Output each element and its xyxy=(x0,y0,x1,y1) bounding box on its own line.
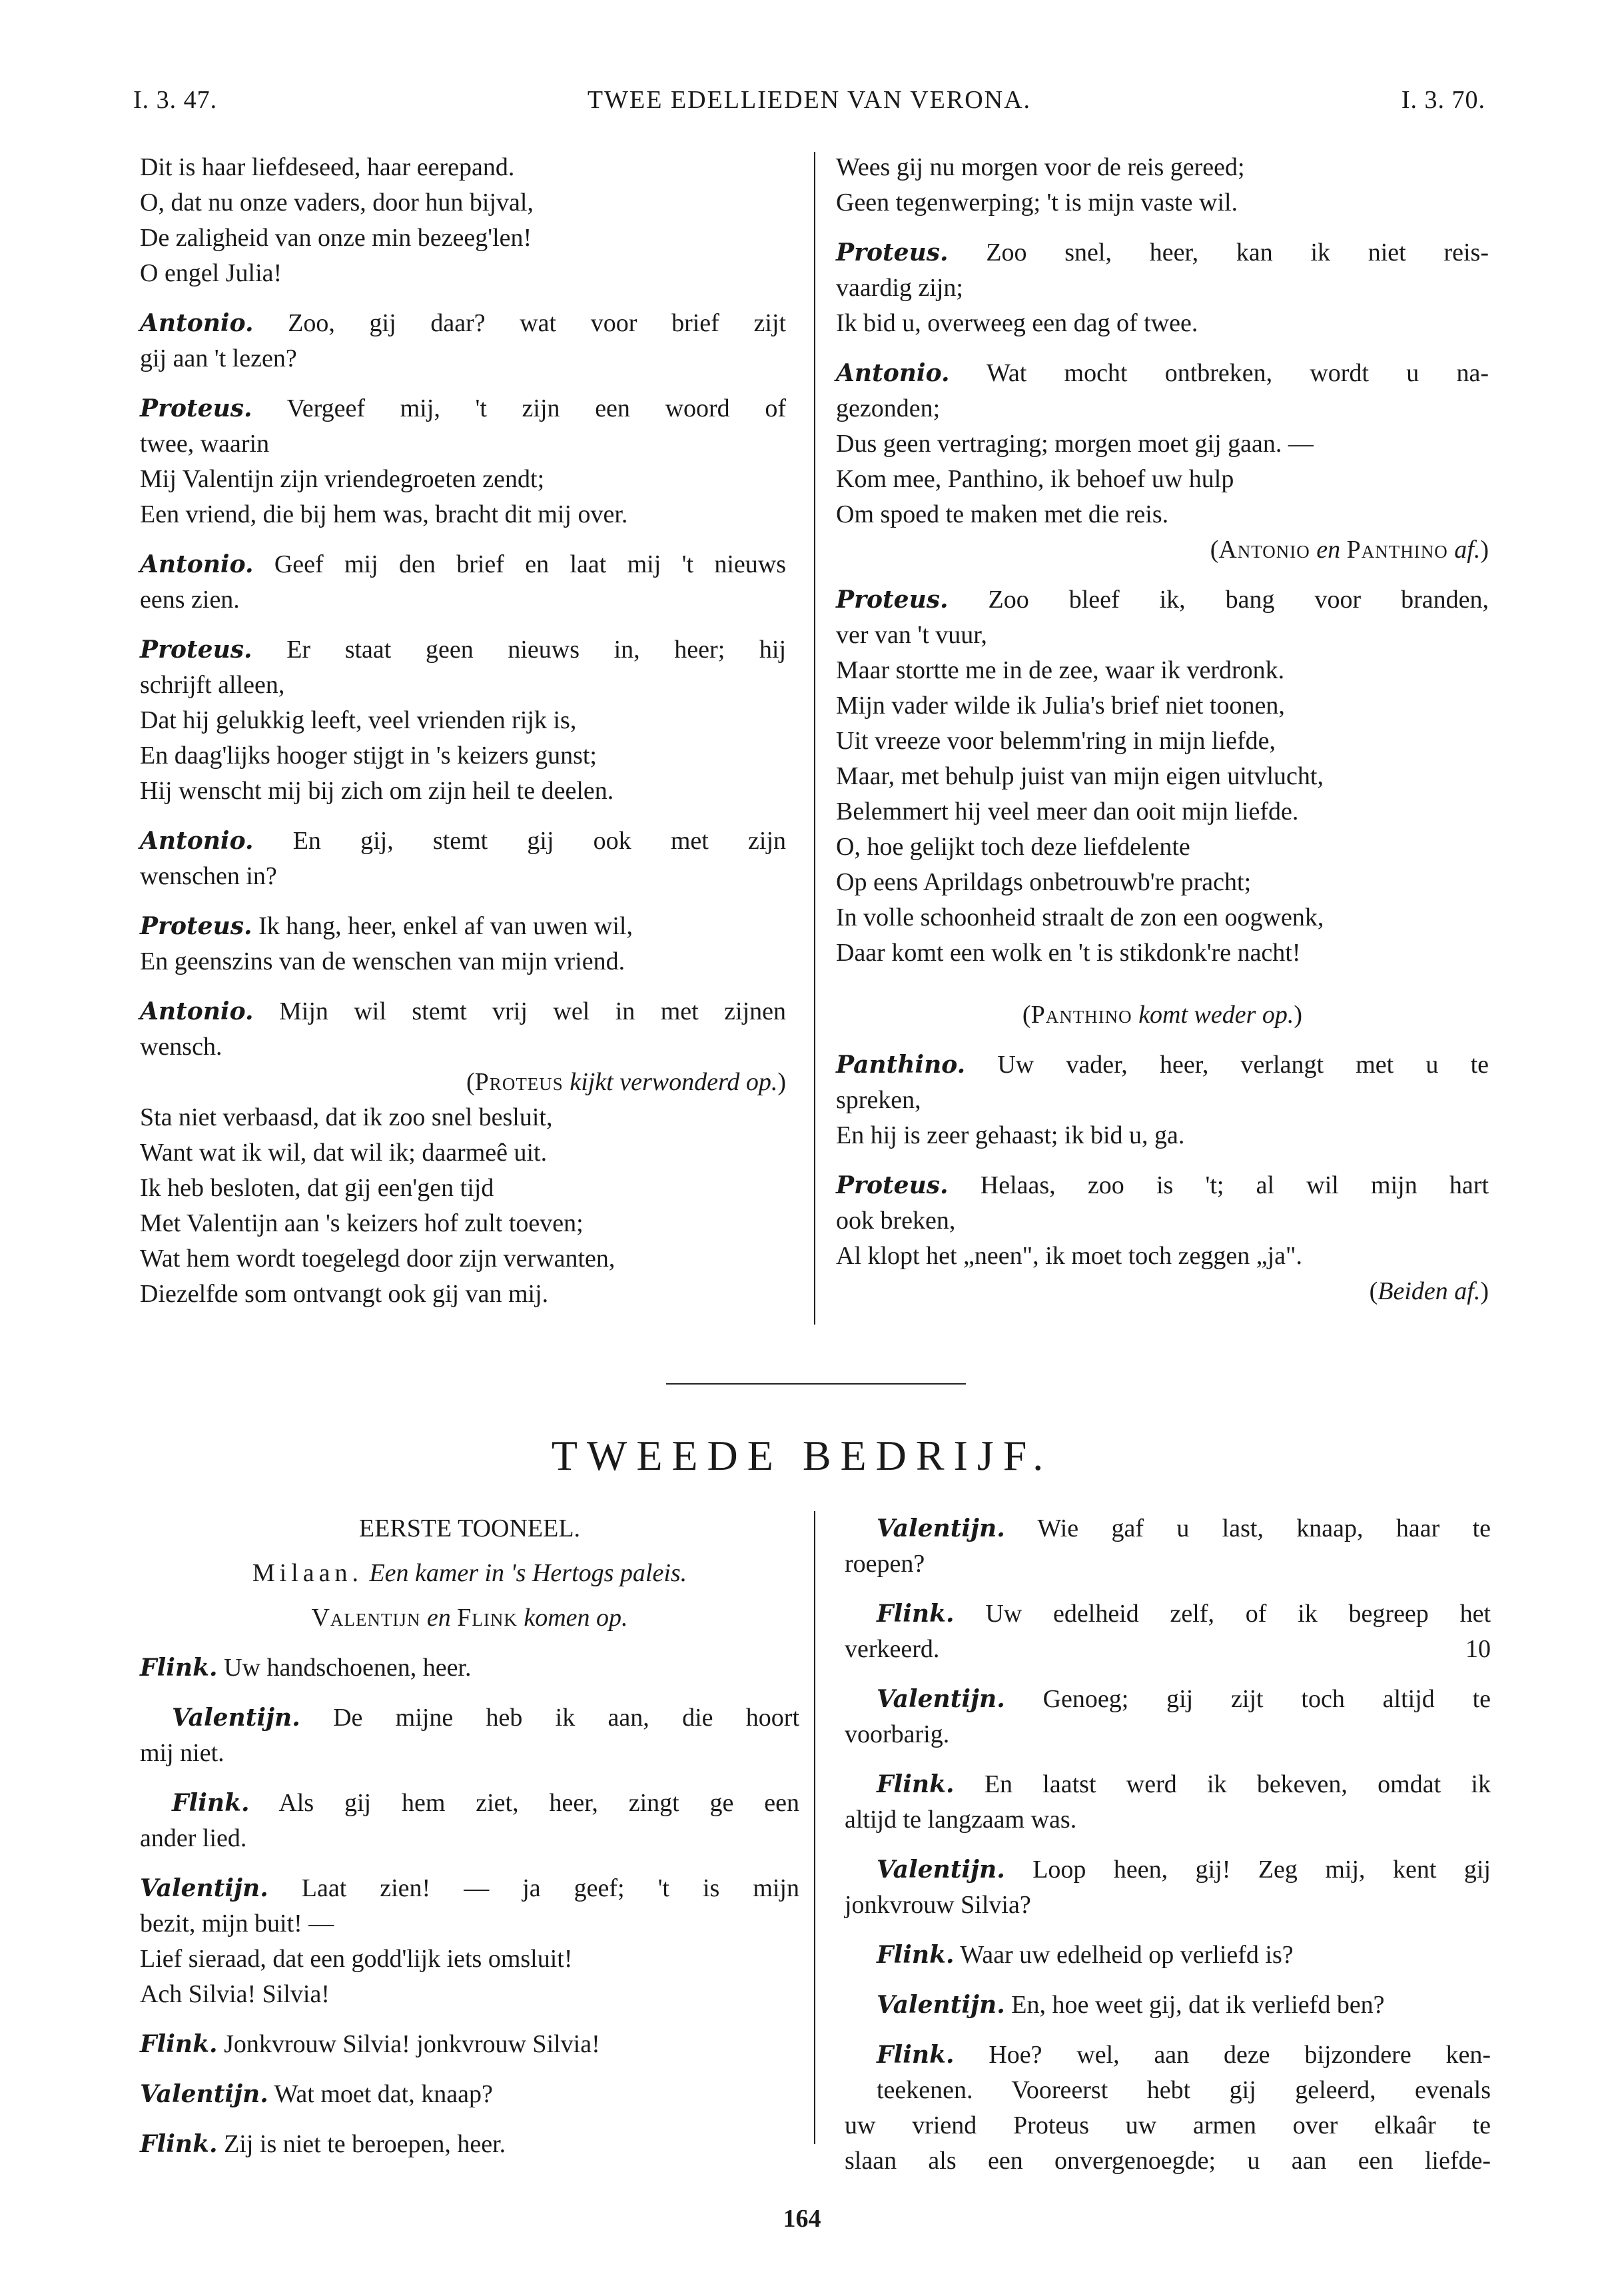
speech-text: ver van 't vuur, xyxy=(836,621,987,649)
speech-text: vaardig zijn; xyxy=(836,274,963,302)
speech-text: verkeerd. xyxy=(845,1635,940,1663)
speech-text: Geef mij den brief en laat mij 't nieuws xyxy=(274,550,787,578)
speech xyxy=(845,1511,1491,1582)
stage-direction: (Proteus kijkt verwonderd op.) xyxy=(466,1068,786,1096)
character-name: Flink xyxy=(457,1604,518,1632)
verse-line: Want wat ik wil, dat wil ik; daarmeê uit. xyxy=(140,1139,548,1167)
speaker-name: Flink. xyxy=(877,1770,955,1798)
verse-line: Sta niet verbaasd, dat ik zoo snel besluit, xyxy=(140,1103,553,1131)
verse-line: O engel Julia! xyxy=(140,259,282,287)
speech-text: uw vriend Proteus uw armen over elkaâr te xyxy=(845,2111,1491,2139)
speech-text: En laatst werd ik bekeven, omdat ik xyxy=(984,1770,1491,1798)
speech xyxy=(845,1938,1491,1973)
verse-line: En geenszins van de wenschen van mijn vriend. xyxy=(140,947,625,975)
speech-text: Uw handschoenen, heer. xyxy=(224,1654,472,1682)
verse-line: Dat hij gelukkig leeft, veel vrienden rijk is, xyxy=(140,706,577,734)
speech-text: slaan als een onvergenoegde; u aan een liefde- xyxy=(845,2147,1491,2175)
character-name: Antonio xyxy=(1218,536,1310,564)
speech-text: bezit, mijn buit! — xyxy=(140,1910,334,1938)
speaker-name: Antonio. xyxy=(140,827,254,855)
section-rule xyxy=(666,1383,966,1385)
direction-text: kijkt verwonderd op. xyxy=(570,1068,778,1096)
speech-text: Jonkvrouw Silvia! jonkvrouw Silvia! xyxy=(224,2030,600,2058)
verse-line: Geen tegenwerping; 't is mijn vaste wil. xyxy=(836,189,1238,217)
column-divider xyxy=(814,1511,815,2144)
verse-line: Wat hem wordt toegelegd door zijn verwanten, xyxy=(140,1245,615,1273)
direction-text: af. xyxy=(1454,536,1481,564)
top-left-column xyxy=(140,150,786,1312)
speech xyxy=(845,1852,1491,1923)
speech xyxy=(140,391,786,462)
speech-text: wensch. xyxy=(140,1033,222,1061)
direction-text: en xyxy=(1316,536,1341,564)
speaker-name: Antonio. xyxy=(140,309,254,337)
verse-line: Ach Silvia! Silvia! xyxy=(140,1980,330,2008)
speech-text: Vergeef mij, 't zijn een woord of xyxy=(286,394,786,422)
speaker-name: Antonio. xyxy=(836,359,950,387)
stage-direction xyxy=(140,1600,799,1636)
speech-text: Uw edelheid zelf, of ik begreep het xyxy=(985,1600,1491,1628)
speech-text: ander lied. xyxy=(140,1824,247,1852)
speaker-name: Valentijn. xyxy=(140,1874,268,1902)
scene-title: EERSTE TOONEEL. xyxy=(358,1514,581,1542)
character-name: Valentijn xyxy=(311,1604,421,1632)
speech xyxy=(140,1871,799,1942)
direction-text: komen op. xyxy=(524,1604,628,1632)
place-name: Milaan. xyxy=(252,1559,363,1587)
speaker-name: Proteus. xyxy=(140,636,252,664)
speech-text: En gij, stemt gij ook met zijn xyxy=(292,827,787,855)
speech-text: Zoo snel, heer, kan ik niet reis- xyxy=(986,239,1489,267)
speech-text: altijd te langzaam was. xyxy=(845,1806,1077,1834)
speech xyxy=(140,824,786,894)
speech xyxy=(140,1650,799,1686)
speech-text: Zij is niet te beroepen, heer. xyxy=(224,2130,506,2158)
verse-line: Maar stortte me in de zee, waar ik verdronk. xyxy=(836,656,1285,684)
speech-text: voorbarig. xyxy=(845,1720,950,1748)
verse-line: Om spoed te maken met die reis. xyxy=(836,500,1169,528)
speaker-name: Antonio. xyxy=(140,550,254,578)
speech-text: Hoe? wel, aan deze bijzondere ken- xyxy=(989,2041,1491,2069)
speaker-name: Proteus. xyxy=(140,912,252,940)
speaker-name: Valentijn. xyxy=(877,1991,1005,2019)
speaker-name: Valentijn. xyxy=(877,1856,1005,1884)
header-right-ref: I. 3. 70. xyxy=(1401,86,1485,114)
speech xyxy=(140,632,786,703)
verse-line: Lief sieraad, dat een godd'lijk iets omsluit! xyxy=(140,1945,573,1973)
speaker-name: Flink. xyxy=(140,2130,218,2158)
speech xyxy=(836,582,1489,653)
verse-line: O, hoe gelijkt toch deze liefdelente xyxy=(836,833,1190,861)
column-divider xyxy=(814,152,815,1325)
direction-text: komt weder op. xyxy=(1138,1001,1294,1029)
speaker-name: Flink. xyxy=(877,1941,955,1969)
direction-text: Beiden af. xyxy=(1378,1277,1481,1305)
speech xyxy=(845,2037,1491,2179)
speech-text: jonkvrouw Silvia? xyxy=(845,1891,1031,1919)
speaker-name: Valentijn. xyxy=(140,2080,268,2108)
speaker-name: Valentijn. xyxy=(877,1514,1005,1542)
verse-line: De zaligheid van onze min bezeeg'len! xyxy=(140,224,532,252)
speech xyxy=(836,235,1489,306)
stage-direction: (Antonio en Panthino af.) xyxy=(1210,536,1489,564)
scene-setting xyxy=(140,1556,799,1591)
speaker-name: Flink. xyxy=(140,2030,218,2058)
place-description: Een kamer in 's Hertogs paleis. xyxy=(369,1559,687,1587)
character-name: Proteus xyxy=(474,1068,564,1096)
speech-text: Ik hang, heer, enkel af van uwen wil, xyxy=(258,912,633,940)
speech xyxy=(845,1682,1491,1752)
speech-text: Zoo bleef ik, bang voor branden, xyxy=(988,586,1489,614)
speech-text: Waar uw edelheid op verliefd is? xyxy=(960,1941,1294,1969)
speech-text: Wie gaf u last, knaap, haar te xyxy=(1037,1514,1491,1542)
speech xyxy=(140,306,786,376)
speech-text: Genoeg; gij zijt toch altijd te xyxy=(1042,1685,1491,1713)
speaker-name: Antonio. xyxy=(140,997,254,1025)
verse-line: Dit is haar liefdeseed, haar eerepand. xyxy=(140,153,515,181)
verse-line: In volle schoonheid straalt de zon een oogwenk, xyxy=(836,903,1324,931)
speech-text: Wat mocht ontbreken, wordt u na- xyxy=(987,359,1489,387)
speech xyxy=(140,2127,799,2162)
verse-line: Al klopt het „neen", ik moet toch zeggen „ja". xyxy=(836,1242,1303,1270)
speech-text: roepen? xyxy=(845,1550,925,1578)
running-header xyxy=(133,85,1485,125)
bottom-left-column xyxy=(140,1511,799,2162)
speech-text: De mijne heb ik aan, die hoort xyxy=(333,1704,800,1732)
verse-line: Een vriend, die bij hem was, bracht dit mij over. xyxy=(140,500,628,528)
speech xyxy=(140,1786,799,1856)
speech-text: twee, waarin xyxy=(140,430,270,458)
verse-line: O, dat nu onze vaders, door hun bijval, xyxy=(140,189,534,217)
act-title: TWEEDE BEDRIJF. xyxy=(551,1432,1053,1479)
stage-direction: (Panthino komt weder op.) xyxy=(1022,1001,1303,1029)
speech-text: Zoo, gij daar? wat voor brief zijt xyxy=(288,309,787,337)
speech xyxy=(140,1700,799,1771)
header-title: TWEE EDELLIEDEN VAN VERONA. xyxy=(587,86,1032,114)
speaker-name: Proteus. xyxy=(836,586,949,614)
speech-text: teekenen. Vooreerst hebt gij geleerd, evenals xyxy=(877,2076,1491,2104)
speaker-name: Panthino. xyxy=(836,1051,966,1079)
speech-text: gij aan 't lezen? xyxy=(140,344,297,372)
verse-line: Belemmert hij veel meer dan ooit mijn liefde. xyxy=(836,798,1299,826)
speaker-name: Proteus. xyxy=(836,1171,949,1199)
verse-line: En daag'lijks hooger stijgt in 's keizers gunst; xyxy=(140,742,597,770)
speech-text: Wat moet dat, knaap? xyxy=(274,2080,493,2108)
verse-line: Diezelfde som ontvangt ook gij van mij. xyxy=(140,1280,549,1308)
speaker-name: Flink. xyxy=(140,1654,218,1682)
header-left-ref: I. 3. 47. xyxy=(133,86,218,114)
speaker-name: Flink. xyxy=(877,2041,955,2069)
speech xyxy=(140,909,786,944)
speech-text: wenschen in? xyxy=(140,862,277,890)
speech-text: Als gij hem ziet, heer, zingt ge een xyxy=(278,1789,800,1817)
speaker-name: Proteus. xyxy=(836,239,949,267)
speech xyxy=(140,994,786,1065)
speech xyxy=(836,1168,1489,1239)
speech-text: En, hoe weet gij, dat ik verliefd ben? xyxy=(1011,1991,1385,2019)
speech-text: ook breken, xyxy=(836,1207,956,1235)
speech xyxy=(140,2027,799,2062)
speech xyxy=(140,547,786,618)
speech-text: mij niet. xyxy=(140,1739,224,1767)
speaker-name: Flink. xyxy=(172,1789,250,1817)
speech-text: Helaas, zoo is 't; al wil mijn hart xyxy=(980,1171,1489,1199)
verse-line: En hij is zeer gehaast; ik bid u, ga. xyxy=(836,1121,1185,1149)
verse-line: Hij wenscht mij bij zich om zijn heil te deelen. xyxy=(140,777,614,805)
bottom-right-column xyxy=(845,1511,1491,2179)
direction-text: en xyxy=(426,1604,451,1632)
speech-text: Er staat geen nieuws in, heer; hij xyxy=(286,636,786,664)
speech xyxy=(845,1988,1491,2023)
top-right-column xyxy=(836,150,1489,1309)
verse-line: Kom mee, Panthino, ik behoef uw hulp xyxy=(836,465,1234,493)
speaker-name: Proteus. xyxy=(140,394,252,422)
verse-line: Dus geen vertraging; morgen moet gij gaan. — xyxy=(836,430,1314,458)
speech-text: schrijft alleen, xyxy=(140,671,285,699)
verse-line: Met Valentijn aan 's keizers hof zult toeven; xyxy=(140,1209,584,1237)
line-number: 10 xyxy=(1465,1635,1491,1663)
verse-line: Wees gij nu morgen voor de reis gereed; xyxy=(836,153,1245,181)
speech-text: Uw vader, heer, verlangt met u te xyxy=(997,1051,1489,1079)
speech xyxy=(836,356,1489,426)
character-name: Panthino xyxy=(1346,536,1448,564)
verse-line: Maar, met behulp juist van mijn eigen uitvlucht, xyxy=(836,762,1324,790)
verse-line: Ik bid u, overweeg een dag of twee. xyxy=(836,309,1198,337)
speech-text: Mijn wil stemt vrij wel in met zijnen xyxy=(278,997,787,1025)
speaker-name: Valentijn. xyxy=(877,1685,1005,1713)
verse-line: Uit vreeze voor belemm'ring in mijn liefde, xyxy=(836,727,1276,755)
speech xyxy=(845,1596,1491,1667)
speech-text: Laat zien! — ja geef; 't is mijn xyxy=(301,1874,799,1902)
speech-text: Loop heen, gij! Zeg mij, kent gij xyxy=(1032,1856,1491,1884)
speech xyxy=(140,2077,799,2112)
verse-line: Mijn vader wilde ik Julia's brief niet toonen, xyxy=(836,692,1285,720)
speech-text: spreken, xyxy=(836,1086,921,1114)
speech xyxy=(845,1767,1491,1838)
character-name: Panthino xyxy=(1030,1001,1132,1029)
verse-line: Daar komt een wolk en 't is stikdonk're nacht! xyxy=(836,939,1301,967)
verse-line: Op eens Aprildags onbetrouwb're pracht; xyxy=(836,868,1252,896)
verse-line: Mij Valentijn zijn vriendegroeten zendt; xyxy=(140,465,545,493)
stage-direction: (Beiden af.) xyxy=(1369,1277,1489,1305)
speaker-name: Flink. xyxy=(877,1600,955,1628)
speech-text: gezonden; xyxy=(836,394,941,422)
speech-text: eens zien. xyxy=(140,586,240,614)
speech xyxy=(836,1047,1489,1118)
page-number: 164 xyxy=(783,2205,821,2233)
verse-line: Ik heb besloten, dat gij een'gen tijd xyxy=(140,1174,494,1202)
speaker-name: Valentijn. xyxy=(172,1704,300,1732)
